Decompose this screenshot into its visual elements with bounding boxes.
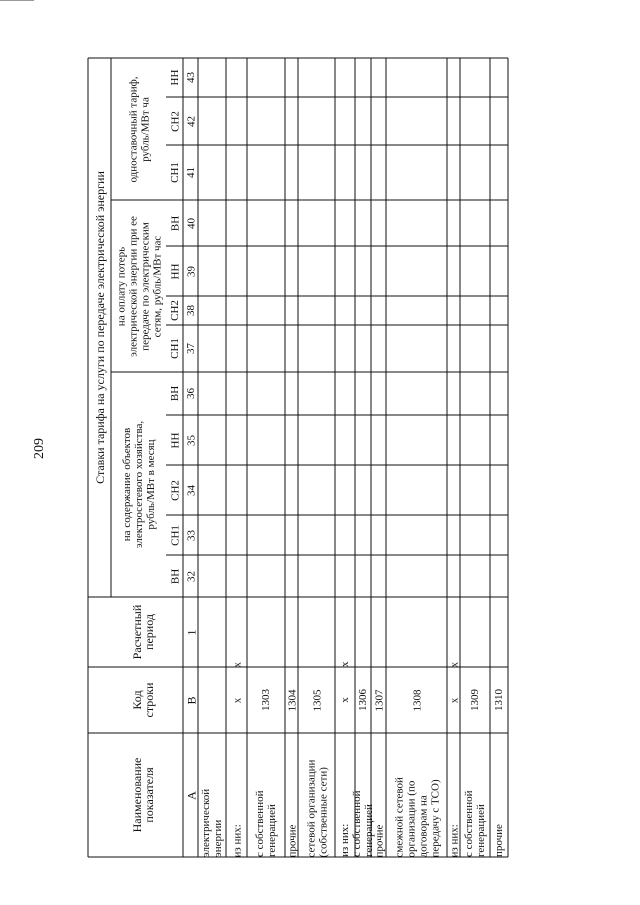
page-number: 209 bbox=[32, 438, 47, 459]
voltage-level-label: ВН bbox=[168, 215, 181, 231]
row-period: х bbox=[447, 661, 460, 667]
row-code: х bbox=[339, 697, 351, 703]
column-number-label: 32 bbox=[184, 570, 197, 582]
group-losses-rate-line: на оплату потерь bbox=[114, 246, 127, 326]
row-period: х bbox=[230, 661, 243, 667]
column-number-label: 41 bbox=[184, 167, 197, 178]
row-indicator-name-line: с собственной bbox=[463, 790, 475, 857]
row-period: х bbox=[339, 661, 351, 667]
group-maintenance-rate bbox=[111, 372, 166, 597]
period-header-line: период bbox=[142, 614, 156, 650]
column-number-label: 39 bbox=[184, 265, 197, 277]
row-indicator-name-line: с собственной bbox=[254, 790, 266, 857]
row-indicator-name-line: договорам на bbox=[416, 794, 429, 857]
group-losses-rate-line: сетям, рубль/МВт час bbox=[150, 235, 163, 337]
row-indicator-name-line: электрической bbox=[200, 788, 212, 857]
voltage-level-label: СН1 bbox=[168, 162, 181, 183]
column-number-label: 36 bbox=[184, 388, 197, 399]
voltage-level-label: СН1 bbox=[168, 338, 181, 359]
row-indicator-name bbox=[460, 733, 490, 857]
voltage-level-label: ВН bbox=[168, 568, 181, 584]
column-number-label: 40 bbox=[184, 217, 197, 229]
row-indicator-name-line: генерацией bbox=[266, 804, 278, 857]
group-losses-rate-line: электрической энергии при ее bbox=[126, 215, 139, 357]
row-indicator-name bbox=[386, 733, 447, 857]
group-single-rate-line: одноставочный тариф, bbox=[126, 76, 139, 183]
row-indicator-name bbox=[298, 733, 335, 857]
row-indicator-name bbox=[285, 733, 298, 857]
column-number-label: 35 bbox=[184, 434, 197, 446]
row-code: х bbox=[447, 697, 460, 703]
group-losses-rate-line: передаче по электрическим bbox=[138, 221, 151, 351]
column-number-label: А bbox=[183, 790, 198, 800]
code-header-line: Код bbox=[130, 690, 144, 710]
row-indicator-name-line: прочие bbox=[285, 824, 298, 857]
code-header-line: строки bbox=[142, 682, 156, 718]
group-losses-rate bbox=[111, 200, 166, 372]
row-indicator-name-line: передачу с ТСО) bbox=[428, 778, 441, 857]
group-maintenance-rate-line: на содержание объектов bbox=[120, 427, 133, 542]
group-single-rate bbox=[111, 58, 166, 200]
voltage-level-label: ВН bbox=[168, 385, 181, 402]
row-indicator-name bbox=[198, 733, 226, 857]
row-indicator-name-line: из них: bbox=[339, 823, 351, 857]
row-indicator-name-line: из них: bbox=[447, 823, 460, 857]
row-code: 1310 bbox=[493, 689, 505, 711]
row-indicator-name-line: энергии bbox=[212, 819, 224, 857]
voltage-level-label: НН bbox=[168, 69, 181, 86]
column-number-label: 33 bbox=[184, 529, 197, 541]
voltage-level-label: СН2 bbox=[168, 300, 181, 321]
column-number-label: 42 bbox=[184, 115, 197, 127]
column-number-label: 43 bbox=[184, 72, 197, 83]
indicator-header-line: показателя bbox=[142, 767, 156, 823]
column-number-label: 1 bbox=[183, 629, 198, 635]
rates-title: Ставки тарифа на услуги по передаче электрической энергии bbox=[92, 171, 107, 484]
group-maintenance-rate-line: электросетевого хозяйства, bbox=[132, 420, 145, 549]
indicator-header bbox=[88, 733, 198, 857]
voltage-level-label: СН2 bbox=[168, 110, 181, 132]
row-indicator-name bbox=[371, 733, 386, 857]
row-code: х bbox=[230, 697, 243, 703]
row-code: 1306 bbox=[357, 689, 369, 711]
row-indicator-name-line: с собственной bbox=[351, 790, 363, 857]
voltage-level-label: СН1 bbox=[168, 524, 181, 546]
indicator-header-line: Наименование bbox=[130, 757, 144, 833]
group-maintenance-rate-line: рубль/МВт в месяц bbox=[144, 439, 157, 530]
row-indicator-name-line: из них: bbox=[230, 823, 243, 857]
row-indicator-name-line: прочие bbox=[372, 824, 385, 857]
row-indicator-name-line: генерацией bbox=[363, 804, 375, 857]
voltage-level-label: НН bbox=[168, 263, 181, 279]
column-number-label: 34 bbox=[184, 484, 197, 496]
row-code: 1308 bbox=[410, 689, 423, 711]
row-indicator-name-line: организации (по bbox=[404, 780, 417, 857]
row-code: 1307 bbox=[372, 689, 385, 711]
row-code: 1303 bbox=[260, 689, 272, 711]
code-header bbox=[88, 667, 198, 733]
voltage-level-label: СН2 bbox=[168, 479, 181, 501]
row-code: 1309 bbox=[469, 689, 481, 711]
row-indicator-name bbox=[351, 733, 375, 857]
voltage-level-label: НН bbox=[168, 432, 181, 448]
row-indicator-name-line: сетевой организации bbox=[304, 759, 317, 857]
period-header-line: Расчетный bbox=[130, 604, 144, 660]
row-indicator-name bbox=[247, 733, 285, 857]
row-indicator-name bbox=[447, 733, 460, 857]
row-indicator-name bbox=[490, 733, 508, 857]
row-indicator-name-line: (собственные сети) bbox=[316, 766, 329, 857]
row-indicator-name-line: генерацией bbox=[475, 804, 487, 857]
row-indicator-name-line: прочие bbox=[493, 824, 505, 857]
column-number-label: 38 bbox=[184, 305, 197, 316]
column-number-label: 37 bbox=[184, 343, 197, 354]
row-indicator-name bbox=[226, 733, 247, 857]
row-code: 1305 bbox=[310, 689, 323, 711]
period-header bbox=[88, 597, 198, 667]
column-number-label: В bbox=[183, 696, 198, 705]
group-single-rate-line: рубль/МВт ча bbox=[138, 96, 151, 162]
row-code: 1304 bbox=[285, 689, 298, 711]
row-indicator-name-line: смежной сетевой bbox=[392, 776, 405, 857]
